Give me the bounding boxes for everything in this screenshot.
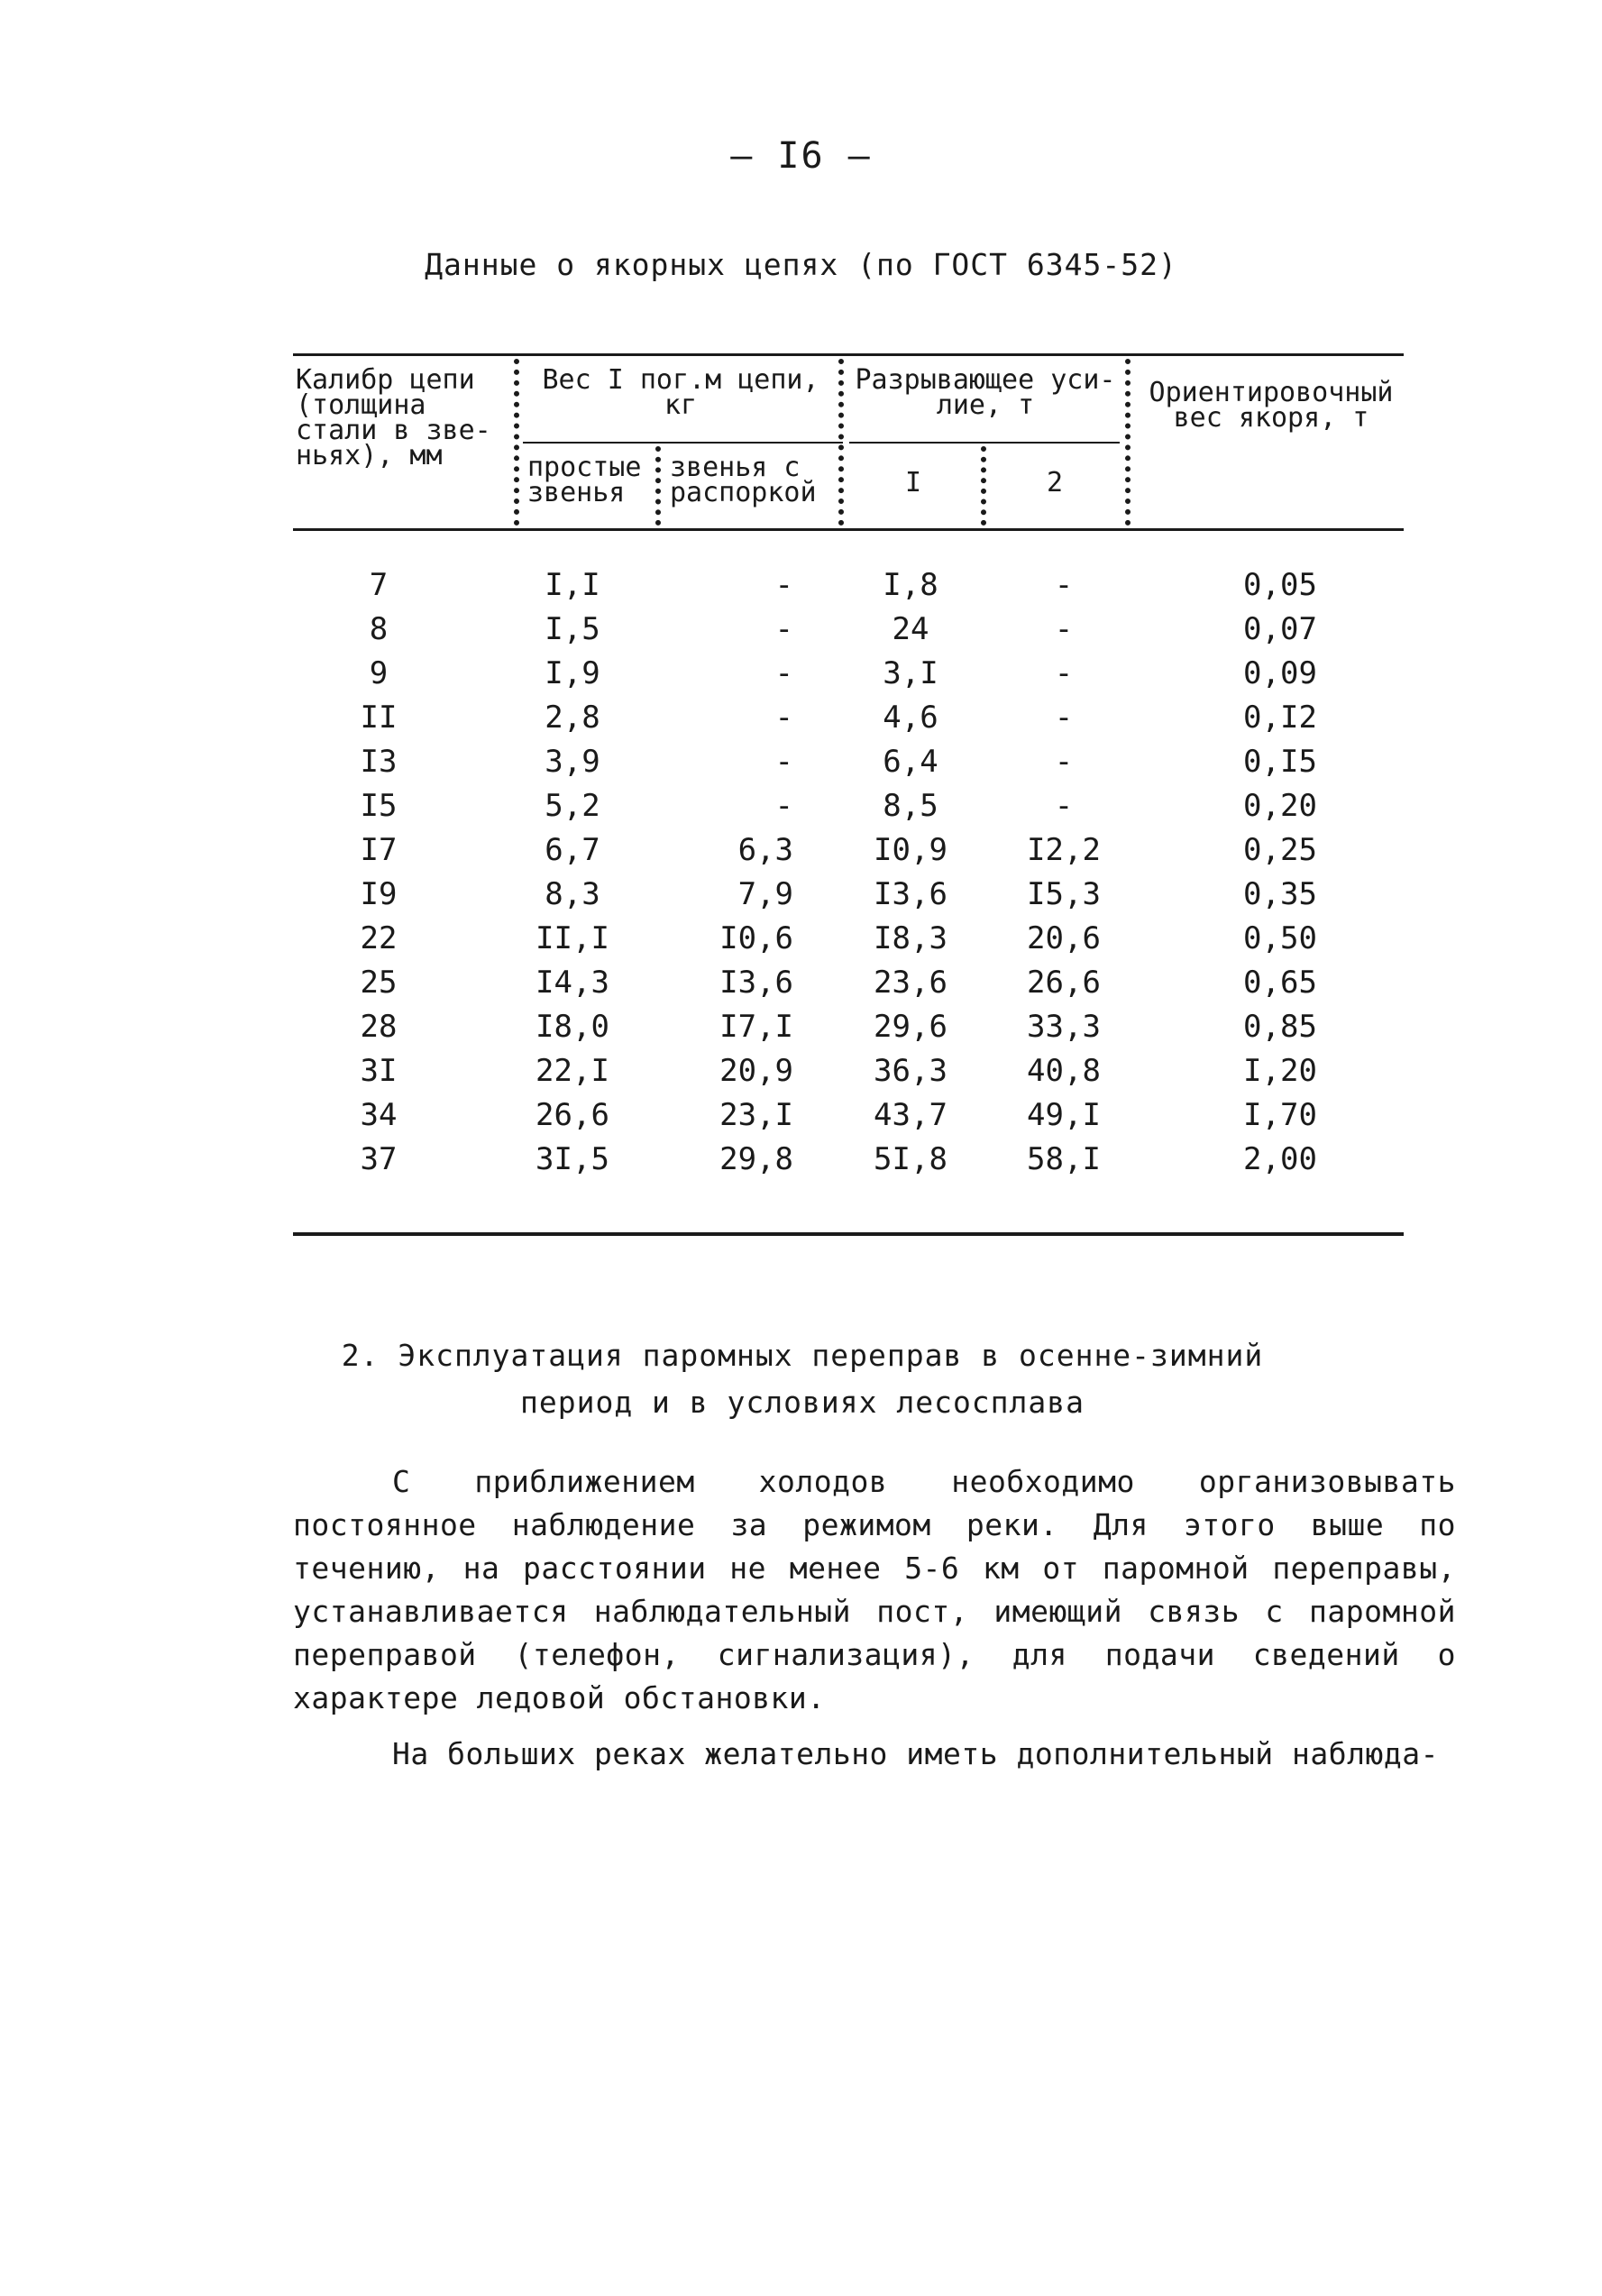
caliber-cell: 8 [369, 611, 389, 647]
weight-simple-cell: 3I,5 [536, 1141, 609, 1177]
breaking-2-cell: - [1054, 655, 1074, 691]
weight-simple-cell: 22,I [536, 1053, 609, 1089]
breaking-1-cell: 43,7 [874, 1097, 947, 1133]
weight-simple-cell: I,I [545, 567, 600, 603]
breaking-1-cell: 4,6 [883, 700, 938, 736]
col-separator [655, 446, 661, 526]
body-paragraph: На больших реках желательно иметь дополнительный наблюда- [392, 1736, 1439, 1771]
weight-strut-cell: I3,6 [719, 965, 793, 1001]
weight-strut-cell: 7,9 [737, 876, 793, 912]
breaking-1-cell: 3,I [883, 655, 938, 691]
table-bottom-rule [293, 1232, 1404, 1236]
header-weight-simple: простые звенья [527, 452, 642, 508]
anchor-weight-cell: 0,65 [1243, 965, 1317, 1001]
breaking-1-cell: I,8 [883, 567, 938, 603]
col-separator [1125, 359, 1131, 526]
header-breaking: Разрывающее уси- лие, т [855, 364, 1116, 421]
anchor-weight-cell: 0,I2 [1243, 700, 1317, 736]
col-separator [981, 446, 986, 526]
breaking-1-cell: I3,6 [874, 876, 947, 912]
header-weight: Вес I пог.м цепи, кг [542, 364, 819, 421]
anchor-weight-cell: 0,20 [1243, 788, 1317, 824]
anchor-weight-cell: 0,07 [1243, 611, 1317, 647]
anchor-weight-cell: I,70 [1243, 1097, 1317, 1133]
weight-simple-cell: I4,3 [536, 965, 609, 1001]
breaking-2-cell: 40,8 [1027, 1053, 1101, 1089]
breaking-1-cell: I0,9 [874, 832, 947, 868]
weight-strut-cell: - [774, 744, 793, 780]
weight-strut-cell: - [774, 567, 793, 603]
weight-strut-cell: 6,3 [737, 832, 793, 868]
breaking-2-cell: 58,I [1027, 1141, 1101, 1177]
breaking-subheader-rule [849, 442, 1120, 444]
weight-simple-cell: 6,7 [545, 832, 600, 868]
breaking-2-cell: 20,6 [1027, 920, 1101, 956]
weight-strut-cell: 29,8 [719, 1141, 793, 1177]
caliber-cell: 28 [360, 1009, 398, 1045]
anchor-weight-cell: 0,25 [1243, 832, 1317, 868]
breaking-2-cell: - [1054, 788, 1074, 824]
caliber-cell: 37 [360, 1141, 398, 1177]
weight-strut-cell: 23,I [719, 1097, 793, 1133]
header-anchor: Ориентировочный вес якоря, т [1149, 377, 1394, 434]
weight-strut-cell: - [774, 788, 793, 824]
header-weight-strut: звенья с распоркой [670, 452, 817, 508]
anchor-weight-cell: 0,50 [1243, 920, 1317, 956]
breaking-1-cell: I8,3 [874, 920, 947, 956]
breaking-2-cell: I5,3 [1027, 876, 1101, 912]
col-separator [838, 359, 844, 526]
breaking-2-cell: - [1054, 567, 1074, 603]
weight-strut-cell: - [774, 655, 793, 691]
caliber-cell: 9 [369, 655, 389, 691]
anchor-weight-cell: 0,85 [1243, 1009, 1317, 1045]
caliber-cell: I3 [360, 744, 398, 780]
breaking-1-cell: 36,3 [874, 1053, 947, 1089]
caliber-cell: 3I [360, 1053, 398, 1089]
weight-strut-cell: I0,6 [719, 920, 793, 956]
header-breaking-2: 2 [1046, 467, 1064, 499]
table-title: Данные о якорных цепях (по ГОСТ 6345-52) [425, 247, 1177, 282]
col-separator [514, 359, 519, 526]
caliber-cell: I9 [360, 876, 398, 912]
caliber-cell: 34 [360, 1097, 398, 1133]
breaking-2-cell: 33,3 [1027, 1009, 1101, 1045]
caliber-cell: 22 [360, 920, 398, 956]
weight-simple-cell: 8,3 [545, 876, 600, 912]
breaking-1-cell: 5I,8 [874, 1141, 947, 1177]
weight-subheader-rule [523, 442, 843, 444]
anchor-weight-cell: 2,00 [1243, 1141, 1317, 1177]
caliber-cell: I5 [360, 788, 398, 824]
breaking-2-cell: - [1054, 744, 1074, 780]
caliber-cell: I7 [360, 832, 398, 868]
anchor-weight-cell: 0,09 [1243, 655, 1317, 691]
breaking-2-cell: 49,I [1027, 1097, 1101, 1133]
weight-simple-cell: I,9 [545, 655, 600, 691]
weight-simple-cell: II,I [536, 920, 609, 956]
weight-simple-cell: 26,6 [536, 1097, 609, 1133]
breaking-2-cell: I2,2 [1027, 832, 1101, 868]
anchor-weight-cell: I,20 [1243, 1053, 1317, 1089]
weight-simple-cell: I,5 [545, 611, 600, 647]
caliber-cell: 7 [369, 567, 389, 603]
breaking-2-cell: - [1054, 700, 1074, 736]
page-number: — I6 — [730, 135, 872, 177]
body-paragraph: С приближением холодов необходимо организовывать постоянное наблюдение за режимом реки. Для этого выше по течению, на расстоянии не менее 5-6 км от паромной переправы, устанавливается наблюдательный пост, имеющий связь с паромной переправой (телефон, сигнализация), для подачи сведений о характере ледовой обстановки. [293, 1464, 1456, 1715]
weight-strut-cell: - [774, 611, 793, 647]
weight-simple-cell: 2,8 [545, 700, 600, 736]
breaking-2-cell: 26,6 [1027, 965, 1101, 1001]
weight-strut-cell: I7,I [719, 1009, 793, 1045]
anchor-weight-cell: 0,35 [1243, 876, 1317, 912]
table-top-rule [293, 353, 1404, 356]
anchor-weight-cell: 0,I5 [1243, 744, 1317, 780]
breaking-2-cell: - [1054, 611, 1074, 647]
breaking-1-cell: 24 [892, 611, 929, 647]
header-breaking-1: I [904, 467, 922, 499]
weight-simple-cell: 5,2 [545, 788, 600, 824]
weight-simple-cell: 3,9 [545, 744, 600, 780]
breaking-1-cell: 8,5 [883, 788, 938, 824]
weight-simple-cell: I8,0 [536, 1009, 609, 1045]
caliber-cell: II [360, 700, 398, 736]
weight-strut-cell: - [774, 700, 793, 736]
breaking-1-cell: 29,6 [874, 1009, 947, 1045]
anchor-weight-cell: 0,05 [1243, 567, 1317, 603]
caliber-cell: 25 [360, 965, 398, 1001]
header-caliber: Калибр цепи (толщина стали в зве- ньях), мм [296, 364, 491, 471]
weight-strut-cell: 20,9 [719, 1053, 793, 1089]
section-heading: 2. Эксплуатация паромных переправ в осенне-зимний период и в условиях лесосплава [341, 1338, 1264, 1420]
header-bottom-rule [293, 528, 1404, 531]
breaking-1-cell: 6,4 [883, 744, 938, 780]
breaking-1-cell: 23,6 [874, 965, 947, 1001]
